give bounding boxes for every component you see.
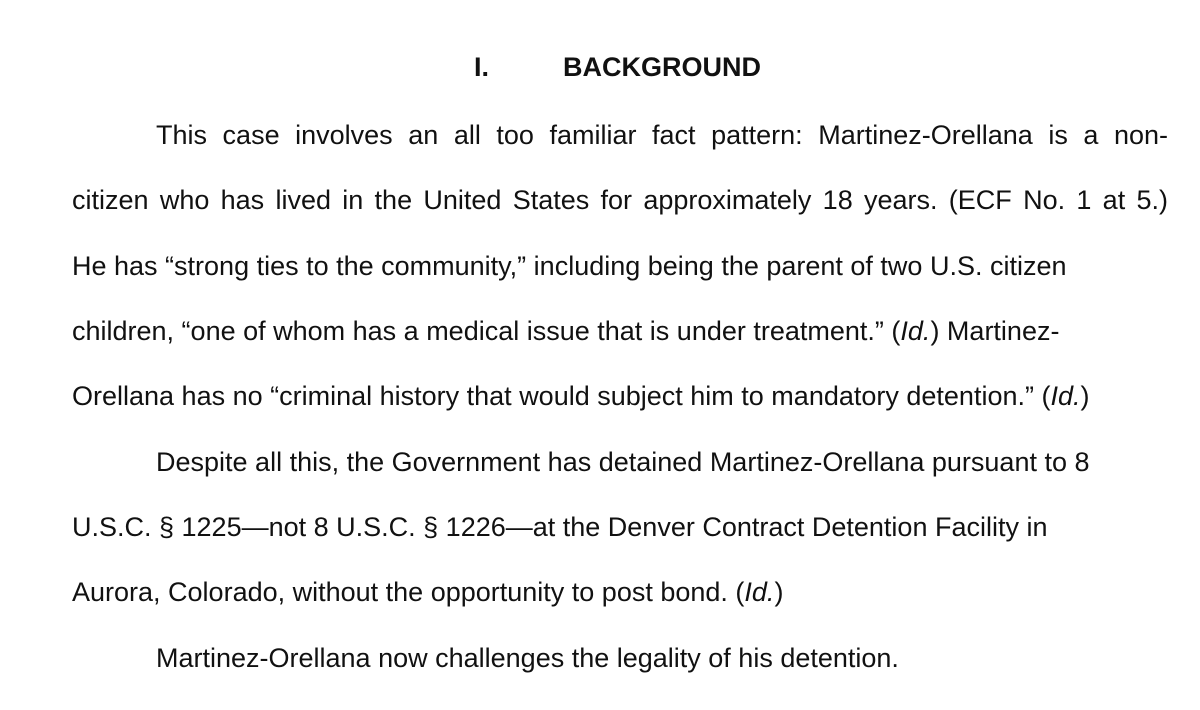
- paragraph-1-line-5: Orellana has no “criminal history that would subject him to mandatory detention.” (Id.): [72, 381, 1090, 411]
- paragraph-2-line-1: Despite all this, the Government has detained Martinez-Orellana pursuant to 8: [156, 447, 1090, 477]
- section-number: I.: [474, 52, 490, 82]
- paragraph-1-line-3: He has “strong ties to the community,” including being the parent of two U.S. citizen: [72, 251, 1067, 281]
- section-heading: [0, 52, 1200, 88]
- id-citation: Id.: [1050, 381, 1081, 411]
- paragraph-1-line-2: citizen who has lived in the United States for approximately 18 years. (ECF No. 1 at 5.): [72, 185, 1168, 215]
- paragraph-1-line-1: This case involves an all too familiar fact pattern: Martinez-Orellana is a non-: [156, 120, 1168, 150]
- paragraph-2-line-3: Aurora, Colorado, without the opportunity to post bond. (Id.): [72, 577, 784, 607]
- section-title: BACKGROUND: [563, 52, 761, 82]
- paragraph-1-line-4: children, “one of whom has a medical issue that is under treatment.” (Id.) Martinez-: [72, 316, 1060, 346]
- paragraph-2-line-2: U.S.C. § 1225—not 8 U.S.C. § 1226—at the Denver Contract Detention Facility in: [72, 512, 1048, 542]
- id-citation: Id.: [744, 577, 775, 607]
- id-citation: Id.: [900, 316, 931, 346]
- paragraph-3-line-1: Martinez-Orellana now challenges the legality of his detention.: [156, 643, 899, 673]
